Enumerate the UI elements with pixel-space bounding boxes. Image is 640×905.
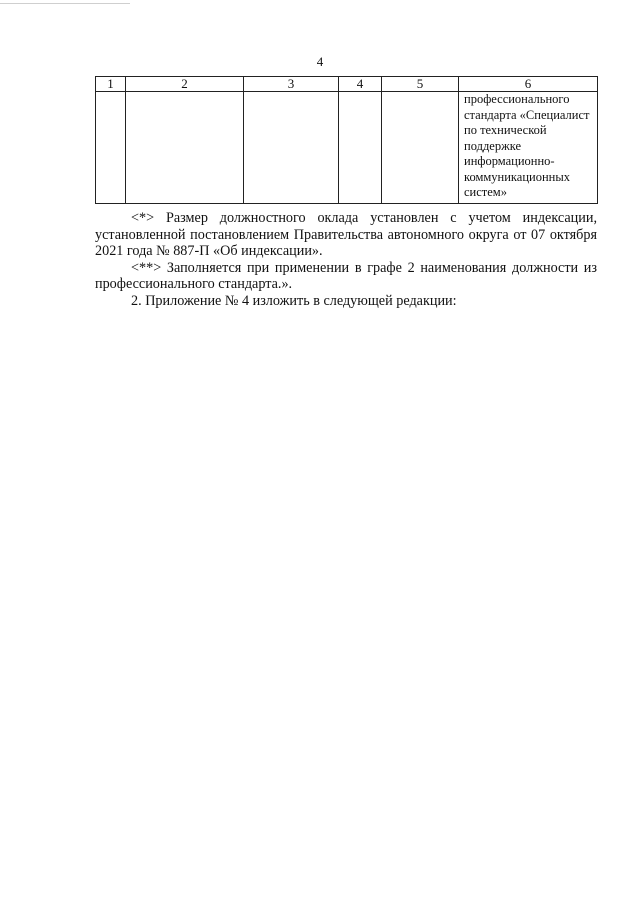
table-cell-2	[126, 92, 244, 204]
column-header-1: 1	[96, 77, 126, 92]
document-body	[95, 210, 597, 310]
column-header-6: 6	[459, 77, 598, 92]
amendment-instruction: 2. Приложение № 4 изложить в следующей редакции:	[131, 292, 457, 309]
table-cell-4	[339, 92, 382, 204]
column-header-3: 3	[244, 77, 339, 92]
page-number: 4	[316, 54, 324, 69]
table-cell-1	[96, 92, 126, 204]
table-row	[96, 92, 598, 204]
scan-edge-line	[0, 3, 130, 4]
column-header-5: 5	[382, 77, 459, 92]
table-cell-3	[244, 92, 339, 204]
footnote-single-asterisk: <*> Размер должностного оклада установлен с учетом индексации, установленной постановлением Правительства автономного округа от 07 октября 2021 года № 887-П «Об индексации».	[95, 210, 597, 260]
column-header-4: 4	[339, 77, 382, 92]
table-cell-6: профессионального стандарта «Специалист по технической поддержке информационно-коммуникационных систем»	[459, 92, 598, 204]
footnote-double-asterisk: <**> Заполняется при применении в графе 2 наименования должности из профессионального стандарта.».	[95, 259, 597, 293]
data-table	[95, 76, 598, 204]
column-header-2: 2	[126, 77, 244, 92]
table-cell-5	[382, 92, 459, 204]
table-header-row	[96, 77, 598, 92]
